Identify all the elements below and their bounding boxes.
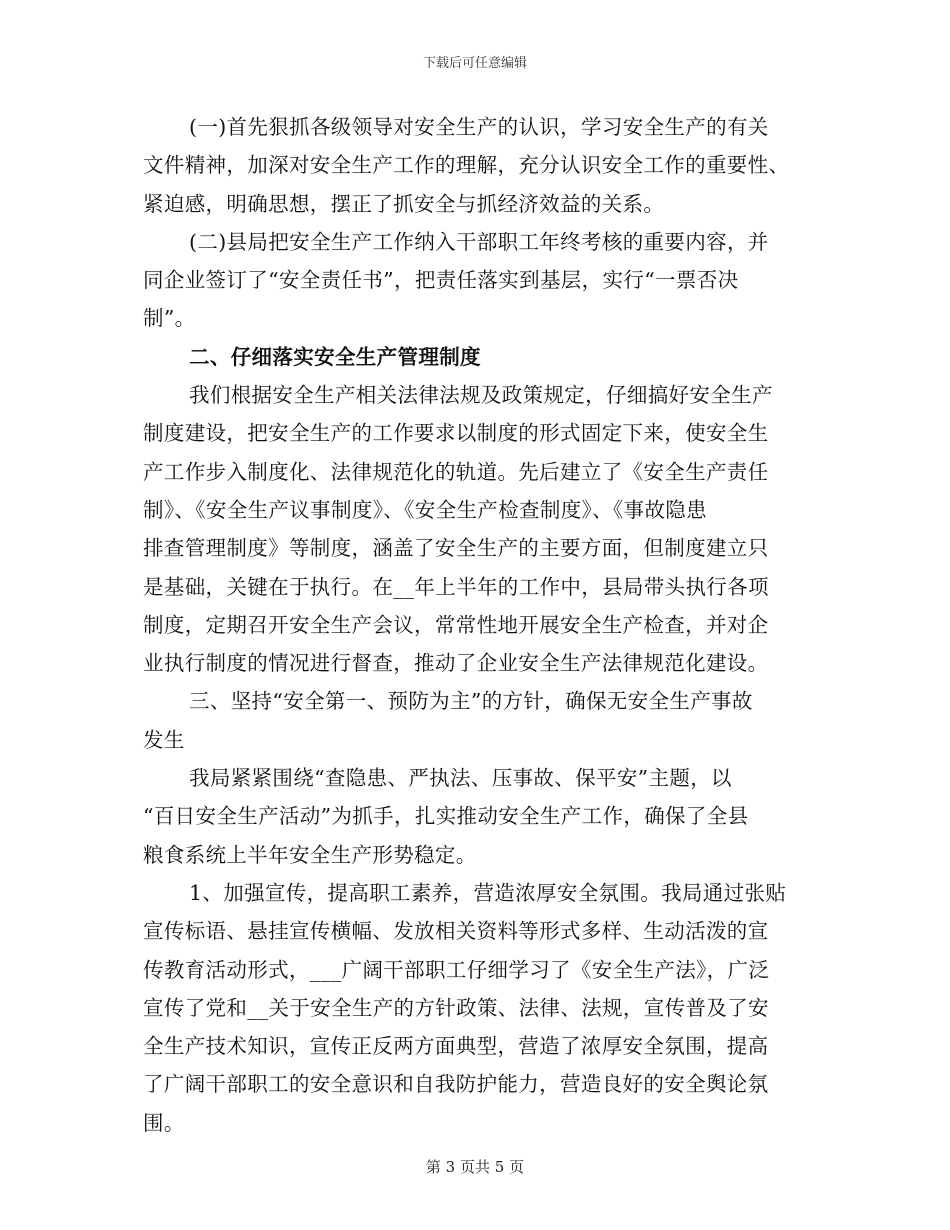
paragraph-3-line-3: 产工作步入制度化、法律规范化的轨道。先后建立了《安全生产责任 (143, 459, 769, 484)
paragraph-2-line-1: (二)县局把安全生产工作纳入干部职工年终考核的重要内容，并 (189, 229, 769, 254)
paragraph-3-line-5: 排查管理制度》等制度，涵盖了安全生产的主要方面，但制度建立只 (143, 536, 769, 561)
paragraph-5-line-5: 全生产技术知识，宣传正反两方面典型，营造了浓厚安全氛围，提高 (143, 1034, 769, 1059)
paragraph-4-line-2: “百日安全生产活动”为抓手，扎实推动安全生产工作，确保了全县 (143, 804, 749, 829)
paragraph-3-line-6: 是基础，关键在于执行。在__年上半年的工作中，县局带头执行各项 (143, 574, 769, 599)
paragraph-1-line-2: 文件精神，加深对安全生产工作的理解，充分认识安全工作的重要性、 (143, 153, 790, 178)
paragraph-1-line-1: (一)首先狠抓各级领导对安全生产的认识，学习安全生产的有关 (189, 115, 769, 139)
section-heading-2: 二、仔细落实安全生产管理制度 (189, 344, 481, 369)
paragraph-5-line-3: 传教育活动形式，___广阔干部职工仔细学习了《安全生产法》，广泛 (143, 957, 770, 982)
document-body (143, 108, 807, 1142)
paragraph-2-line-3: 制”。 (143, 306, 196, 331)
paragraph-4-line-3: 粮食系统上半年安全生产形势稳定。 (143, 842, 477, 867)
paragraph-3-line-4: 制》、《安全生产议事制度》、《安全生产检查制度》、《事故隐患 (143, 497, 707, 522)
paragraph-1-line-3: 紧迫感，明确思想，摆正了抓安全与抓经济效益的关系。 (143, 191, 665, 216)
page-number: 第 3 页共 5 页 (425, 1158, 525, 1176)
paragraph-3-line-7: 制度，定期召开安全生产会议，常常性地开展安全生产检查，并对企 (143, 612, 769, 637)
paragraph-3-line-8: 业执行制度的情况进行督查，推动了企业安全生产法律规范化建设。 (143, 651, 769, 676)
section-heading-3-line-2: 发生 (143, 727, 185, 752)
paragraph-4-line-1: 我局紧紧围绕“查隐患、严执法、压事故、保平安”主题，以 (189, 766, 732, 791)
section-heading-3-line-1: 三、坚持“安全第一、预防为主”的方针，确保无安全生产事故 (189, 689, 753, 714)
paragraph-3-line-1: 我们根据安全生产相关法律法规及政策规定，仔细搞好安全生产 (189, 383, 773, 408)
paragraph-5-line-2: 宣传标语、悬挂宣传横幅、发放相关资料等形式多样、生动活泼的宣 (143, 919, 769, 944)
paragraph-5-line-4: 宣传了党和__关于安全生产的方针政策、法律、法规，宣传普及了安 (143, 995, 769, 1020)
paragraph-5-line-7: 围。 (143, 1110, 185, 1135)
page-header: 下载后可任意编辑 (422, 56, 527, 71)
paragraph-3-line-2: 制度建设，把安全生产的工作要求以制度的形式固定下来，使安全生 (143, 421, 769, 446)
paragraph-5-line-1: 1、加强宣传，提高职工素养，营造浓厚安全氛围。我局通过张贴 (189, 880, 787, 905)
paragraph-2-line-2: 同企业签订了“安全责任书”，把责任落实到基层，实行“一票否决 (143, 268, 739, 293)
paragraph-5-line-6: 了广阔干部职工的安全意识和自我防护能力，营造良好的安全舆论氛 (143, 1072, 769, 1097)
